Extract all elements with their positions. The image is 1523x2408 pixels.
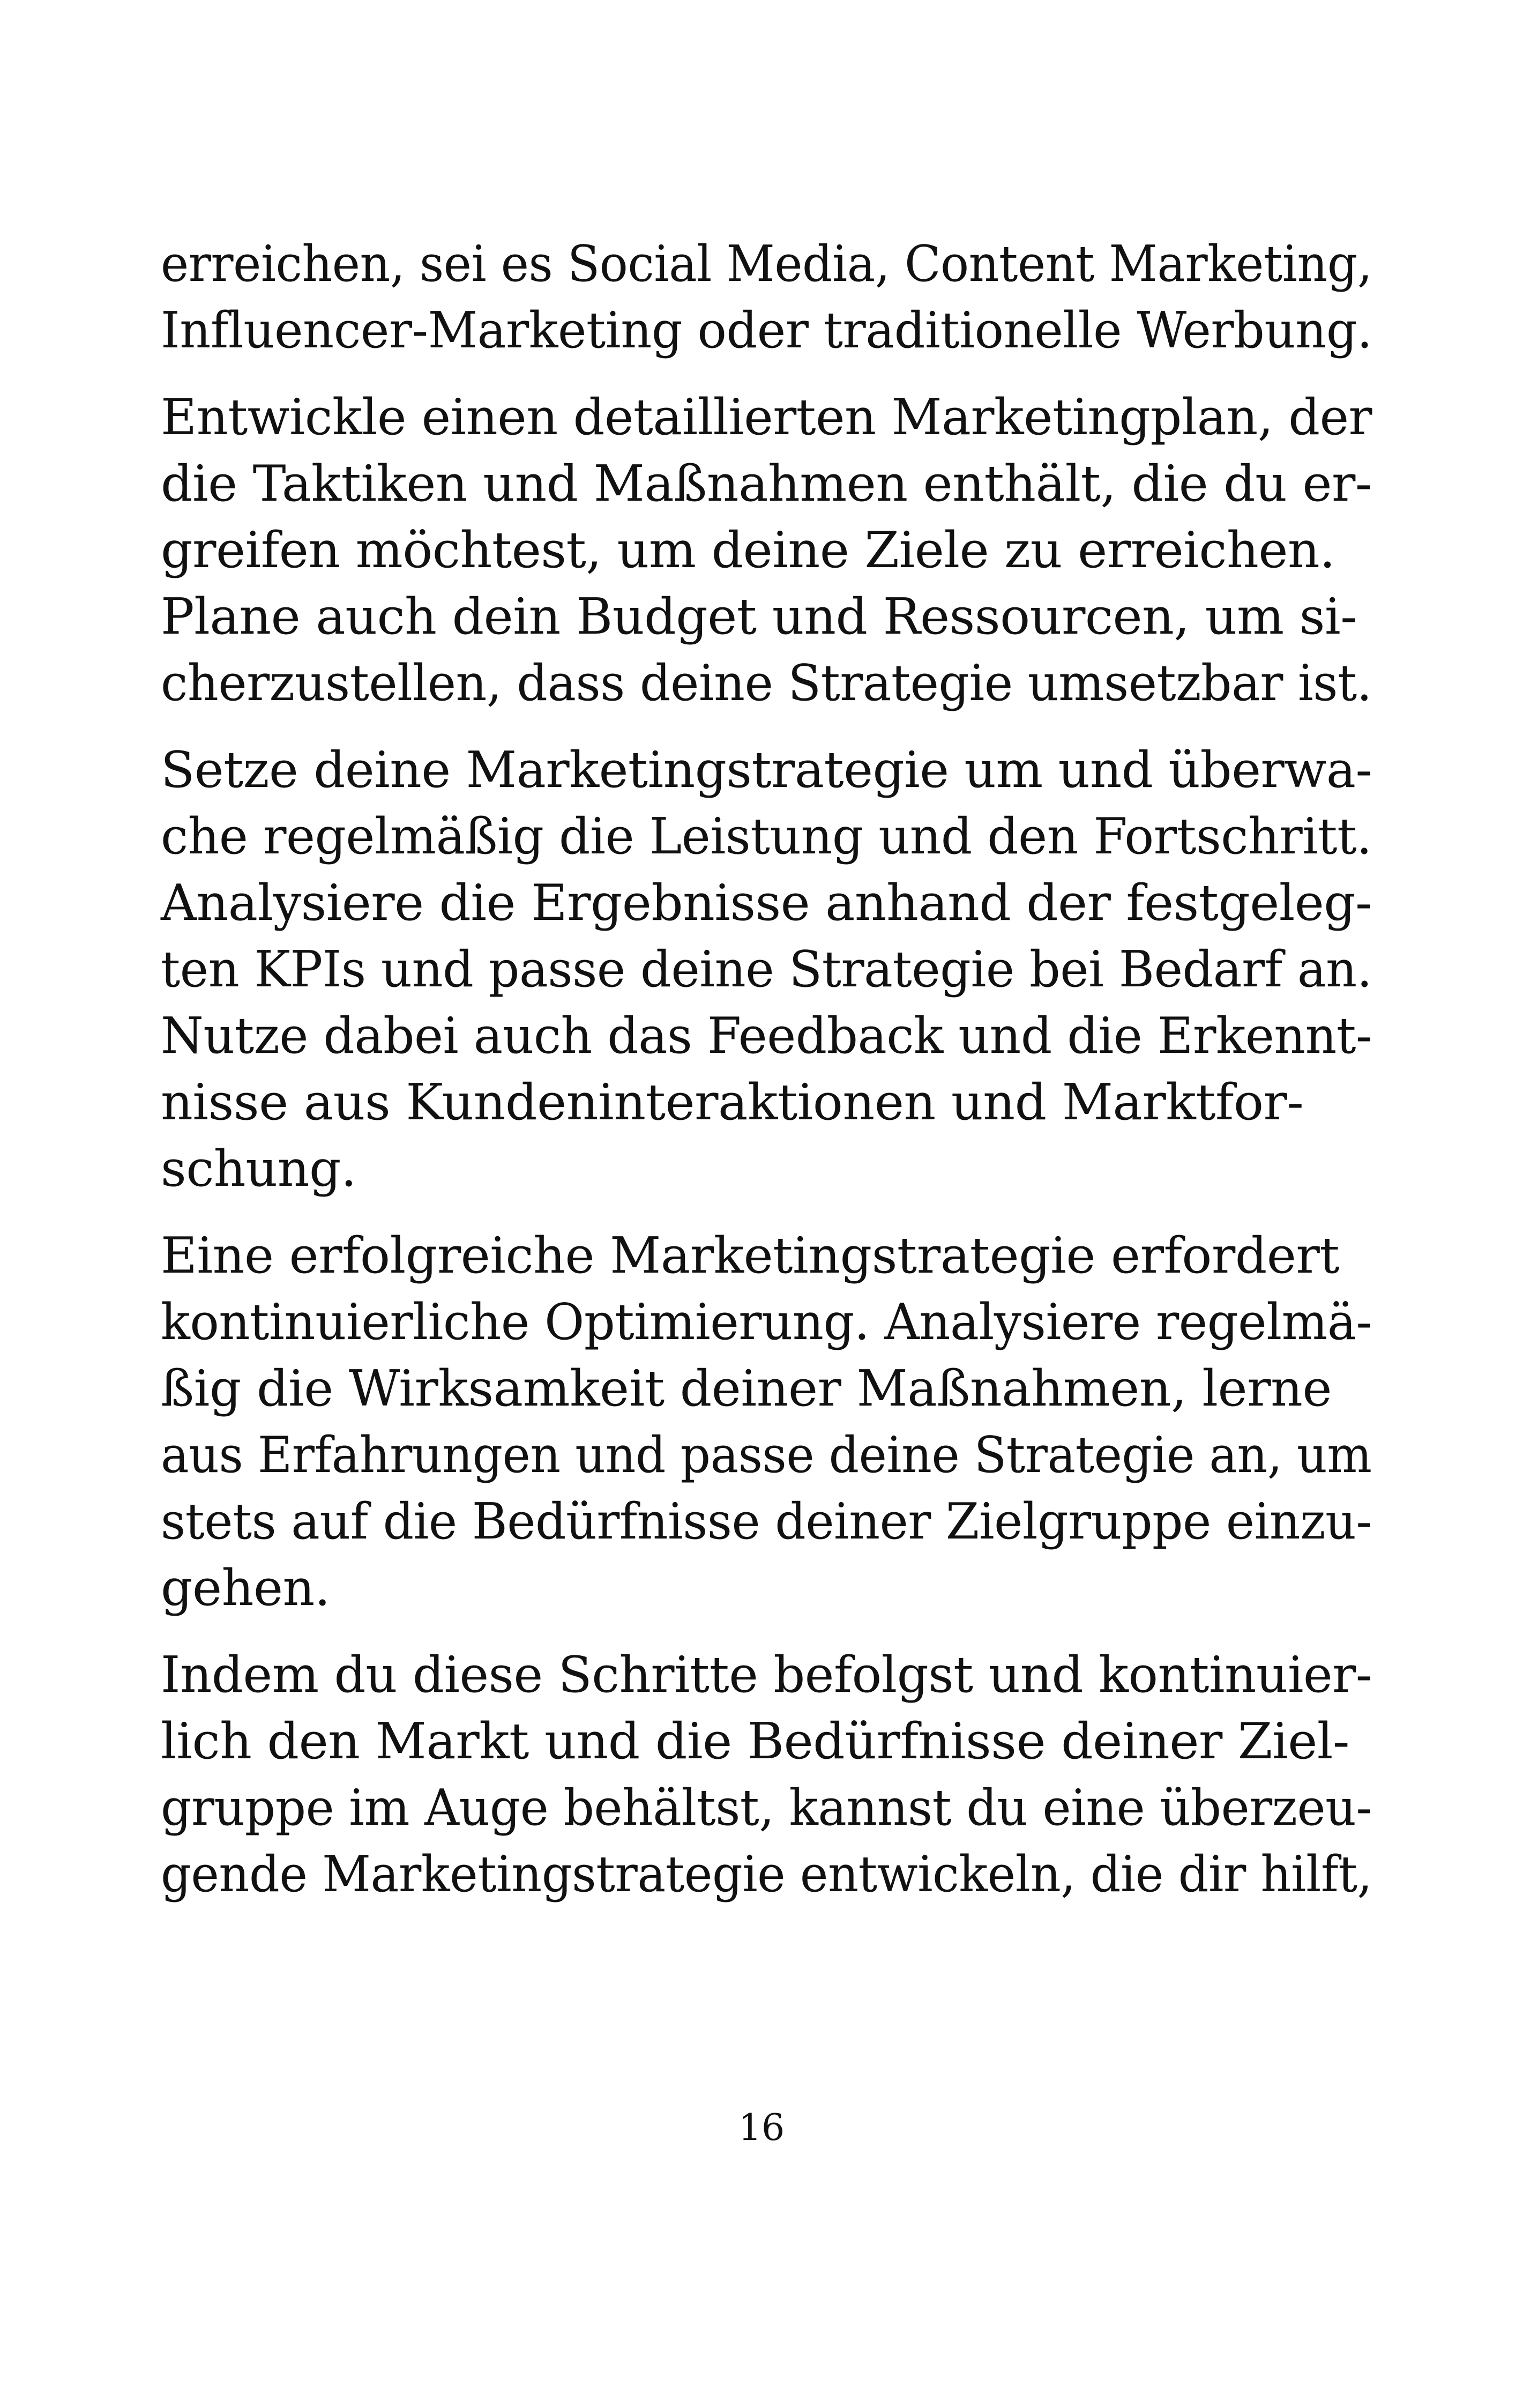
paragraph <box>161 1641 1372 1907</box>
body-text <box>161 231 1372 1928</box>
text-line: gehen. <box>161 1559 330 1617</box>
text-line: die Taktiken und Maßnahmen enthält, die du er- <box>161 455 1372 512</box>
paragraph <box>161 231 1372 363</box>
text-line: Analysiere die Ergebnisse anhand der festgeleg- <box>161 874 1372 932</box>
text-line: che regelmäßig die Leistung und den Fortschritt. <box>161 807 1372 865</box>
paragraph <box>161 384 1372 716</box>
text-line: gende Marketingstrategie entwickeln, die dir hilft, <box>161 1845 1372 1903</box>
text-line: greifen möchtest, um deine Ziele zu erreichen. <box>161 521 1335 579</box>
text-line: Entwickle einen detaillierten Marketingplan, der <box>161 388 1372 446</box>
text-line: aus Erfahrungen und passe deine Strategie an, um <box>161 1426 1372 1484</box>
paragraph <box>161 1222 1372 1621</box>
text-line: ßig die Wirksamkeit deiner Maßnahmen, lerne <box>161 1359 1332 1417</box>
text-line: lich den Markt und die Bedürfnisse deiner Ziel- <box>161 1712 1349 1770</box>
page-number: 16 <box>738 2107 785 2149</box>
text-line: kontinuierliche Optimierung. Analysiere regelmä- <box>161 1293 1372 1351</box>
text-line: Plane auch dein Budget und Ressourcen, um si- <box>161 588 1357 645</box>
text-line: cherzustellen, dass deine Strategie umsetzbar ist. <box>161 654 1372 712</box>
text-line: schung. <box>161 1140 357 1198</box>
text-line: Indem du diese Schritte befolgst und kontinuier- <box>161 1646 1372 1704</box>
text-line: erreichen, sei es Social Media, Content Marketing, <box>161 235 1372 293</box>
text-line: Influencer-Marketing oder traditionelle Werbung. <box>161 301 1372 359</box>
text-line: ten KPIs und passe deine Strategie bei Bedarf an. <box>161 940 1372 998</box>
text-line: stets auf die Bedürfnisse deiner Zielgruppe einzu- <box>161 1492 1372 1550</box>
text-line: Eine erfolgreiche Marketingstrategie erfordert <box>161 1227 1340 1284</box>
text-line: Nutze dabei auch das Feedback und die Erkennt- <box>161 1007 1372 1065</box>
text-line: gruppe im Auge behältst, kannst du eine überzeu- <box>161 1779 1372 1837</box>
text-line: Setze deine Marketingstrategie um und überwa- <box>161 741 1372 799</box>
paragraph <box>161 737 1372 1202</box>
text-line: nisse aus Kundeninteraktionen und Marktfor- <box>161 1073 1304 1131</box>
